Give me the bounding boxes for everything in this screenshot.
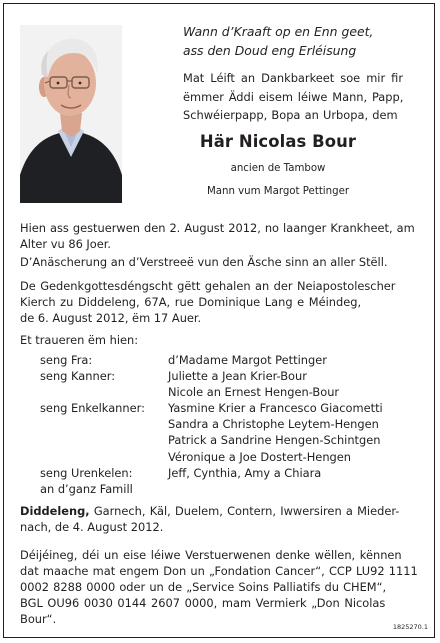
intro-line-3: Schwéierpapp, Bopa an Urbopa, dem bbox=[183, 108, 398, 122]
mourner-row bbox=[40, 368, 383, 384]
mourner-name: d’Madame Margot Pettinger bbox=[168, 353, 327, 367]
mourner-name: Patrick a Sandrine Hengen-Schintgen bbox=[168, 433, 381, 448]
mourner-label: seng Kanner: bbox=[40, 369, 116, 384]
mourner-name: Véronique a Joe Dostert-Hengen bbox=[168, 449, 351, 464]
mourners-list bbox=[40, 352, 383, 497]
service-line-1: De Gedenkgottesdéngscht gëtt gehalen an der Neiapostolescher bbox=[20, 279, 396, 293]
portrait-photo bbox=[20, 25, 122, 203]
mourner-row bbox=[40, 432, 383, 448]
donation-line-3: 0002 8288 0000 oder un de „Service Soins Palliatifs du CHEM“, bbox=[20, 580, 387, 594]
verse-line-1: Wann d’Kraaft op en Enn geet, bbox=[183, 24, 374, 39]
deceased-name: Här Nicolas Bour bbox=[199, 132, 357, 151]
death-line-1: Hien ass gestuerwen den 2. August 2012, no laanger Krankheet, am bbox=[20, 221, 415, 235]
service-notice bbox=[20, 278, 418, 326]
donation-line-4: BGL OU96 0030 0144 2607 0000, mam Vermierk „Don Nicolas bbox=[20, 596, 386, 610]
mourner-name: Nicole an Ernest Hengen-Bour bbox=[168, 385, 340, 400]
place-line-2: nach, de 4. August 2012. bbox=[20, 520, 164, 534]
mourner-label: seng Urenkelen: bbox=[40, 465, 133, 480]
mourner-label: seng Enkelkanner: bbox=[40, 401, 145, 416]
service-line-3: de 6. August 2012, ëm 17 Auer. bbox=[20, 311, 202, 325]
place-line-1 bbox=[20, 503, 418, 519]
mourner-label: an d’ganz Famill bbox=[40, 481, 133, 496]
mourner-name: Jeff, Cynthia, Amy a Chiara bbox=[168, 465, 322, 480]
donation-line-1: Déijéineg, déi un eise léiwe Verstuerwenen denke wëllen, kënnen bbox=[20, 548, 402, 562]
mourner-row bbox=[40, 416, 383, 432]
mourner-row bbox=[40, 352, 383, 368]
mourner-row bbox=[40, 481, 383, 497]
donation-line-5: Bour“. bbox=[20, 612, 57, 626]
ashes-notice bbox=[20, 254, 418, 270]
mourner-name: Sandra a Christophe Leytem-Hengen bbox=[168, 417, 379, 432]
service-line-2: Kierch zu Diddeleng, 67A, rue Dominique Lang e Méindeg, bbox=[20, 295, 362, 309]
place-rest: Garnech, Käl, Duelem, Contern, Iwwersiren a Mieder- bbox=[93, 504, 400, 518]
place-town: Diddeleng, bbox=[20, 504, 90, 518]
deceased-spouse: Mann vum Margot Pettinger bbox=[206, 186, 350, 197]
mourner-row bbox=[40, 400, 383, 416]
place-date bbox=[20, 503, 418, 535]
ashes-line: D’Anäscherung an d’Verstreeë vun den Äsche sinn an aller Stëll. bbox=[20, 255, 388, 269]
portrait-image bbox=[20, 25, 122, 203]
donation-line-2: dat maache mat engem Don un „Fondation Cancer“, CCP LU92 1111 bbox=[20, 564, 418, 578]
verse bbox=[183, 22, 373, 60]
reference-code: 1825270.1 bbox=[392, 623, 428, 631]
mourner-label: seng Fra: bbox=[40, 353, 93, 367]
mourner-name: Juliette a Jean Krier-Bour bbox=[168, 369, 307, 384]
intro-line-2: ëmmer Äddi eisem léiwe Mann, Papp, bbox=[183, 89, 404, 104]
mourners-intro: Et traueren ëm hien: bbox=[20, 333, 139, 347]
verse-line-2: ass den Doud eng Erléisung bbox=[183, 43, 357, 58]
mourner-row bbox=[40, 449, 383, 465]
death-line-2: Alter vu 86 Joer. bbox=[20, 237, 112, 251]
intro-line-1: Mat Léift an Dankbarkeet soe mir fir bbox=[183, 71, 404, 85]
mourner-name: Yasmine Krier a Francesco Giacometti bbox=[168, 401, 383, 416]
deceased-title: ancien de Tambow bbox=[230, 163, 326, 174]
mourner-row bbox=[40, 465, 383, 481]
mourner-row bbox=[40, 384, 383, 400]
donation-notice bbox=[20, 547, 418, 627]
intro-text bbox=[183, 69, 418, 125]
death-notice bbox=[20, 220, 418, 252]
